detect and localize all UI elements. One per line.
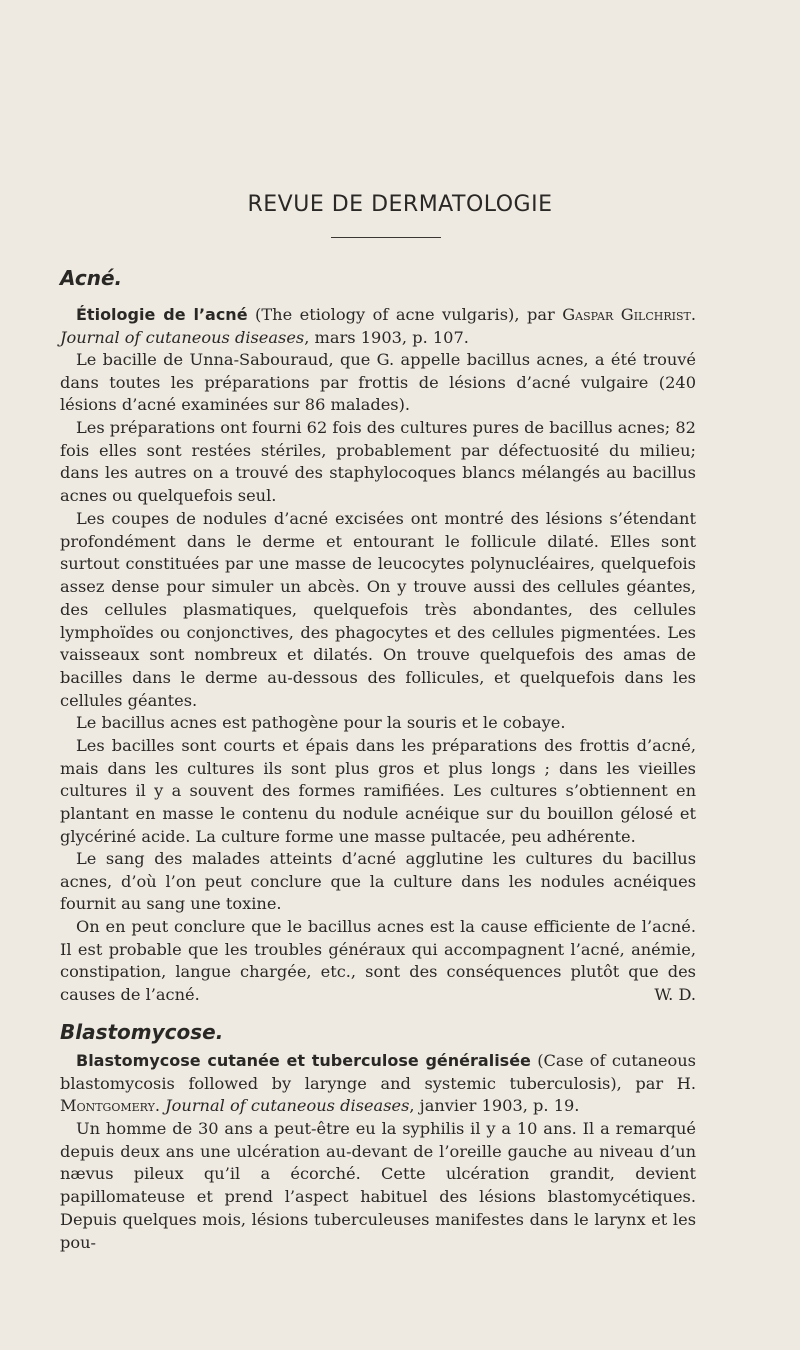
article-header-acne [60,304,696,349]
article-journal: Journal of cutaneous diseases [165,1096,410,1116]
paragraph: Les bacilles sont courts et épais dans les préparations des frottis d’acné, mais dans les cultures ils sont plus gros et plus longs ; dans les vieilles cultures il y a souvent des formes ramifiées. Les cultures s’obtiennent en plantant en masse le contenu du nodule acnéique sur du bouillon gélosé et glycériné acide. La culture forme une masse pultacée, peu adhérente. [60,736,696,846]
article-header-blastomycose [60,1050,696,1118]
article-journal: Journal of cutaneous diseases [60,327,305,347]
article-author: Gaspar Gilchrist [562,305,691,324]
article-subtitle: (The etiology of acne vulgaris), par [247,305,563,324]
article-title: Étiologie de l’acné [76,305,248,324]
paragraph: Le bacillus acnes est pathogène pour la souris et le cobaye. [76,713,566,732]
article-ref: , mars 1903, p. 107. [304,327,469,347]
article-subtitle: (Case of cutaneous blastomycosis followed by larynge and systemic tuberculosis), par H. [60,1051,696,1093]
signature: W. D. [654,985,696,1005]
paragraph-text: On en peut conclure que le bacillus acnes est la cause efficiente de l’acné. Il est probable que les troubles généraux qui accompagnent l’acné, anémie, constipation, langue chargée, etc., sont des conséquences plutôt que des causes de l’acné. [60,917,696,1005]
article-sep: . [690,305,697,324]
article-title: Blastomycose cutanée et tuberculose généralisée [76,1051,531,1070]
article-author: Montgomery [60,1096,155,1116]
paragraph: Les coupes de nodules d’acné excisées ont montré des lésions s’étendant profondément dans le derme et entourant le follicule dilaté. Elles sont surtout constituées par une masse de leucocytes polynucléaires, quelquefois assez dense pour simuler un abcès. On y trouve aussi des cellules géantes, des cellules plasmatiques, quelquefois très abondantes, des cellules lymphoïdes ou conjonctives, des phagocytes et des cellules pigmentées. Les vaisseaux sont nombreux et dilatés. On trouve quelquefois des amas de bacilles dans le derme au-dessous des follicules, et quelquefois dans les cellules géantes. [60,509,696,710]
article-ref: , janvier 1903, p. 19. [409,1096,580,1116]
article-sep: . [154,1096,166,1116]
running-title: REVUE DE DERMATOLOGIE [247,192,553,217]
paragraph: Le sang des malades atteints d’acné agglutine les cultures du bacillus acnes, d’où l’on peut conclure que la culture dans les nodules acnéiques fournit au sang une toxine. [60,849,696,914]
paragraph: Le bacille de Unna-Sabouraud, que G. appelle bacillus acnes, a été trouvé dans toutes les préparations par frottis de lésions d’acné vulgaire (240 lésions d’acné examinées sur 86 malades). [60,350,696,415]
section-heading-blastomycose: Blastomycose. [60,1020,224,1044]
section-heading-acne: Acné. [60,266,123,290]
paragraph: Un homme de 30 ans a peut-être eu la syphilis il y a 10 ans. Il a remarqué depuis deux ans une ulcération au-devant de l’oreille gauche au niveau d’un nævus pileux qu’il a écorché. Cette ulcération grandit, devient papillomateuse et prend l’aspect habituel des lésions blastomycétiques. Depuis quelques mois, lésions tuberculeuses manifestes dans le larynx et les pou- [60,1119,696,1252]
title-rule [331,237,441,238]
paragraph: Les préparations ont fourni 62 fois des cultures pures de bacillus acnes; 82 fois elles sont restées stériles, probablement par défectuosité du milieu; dans les autres on a trouvé des staphylocoques blancs mélangés au bacillus acnes ou quelquefois seul. [60,418,696,506]
paragraph-with-signature [60,916,696,1007]
